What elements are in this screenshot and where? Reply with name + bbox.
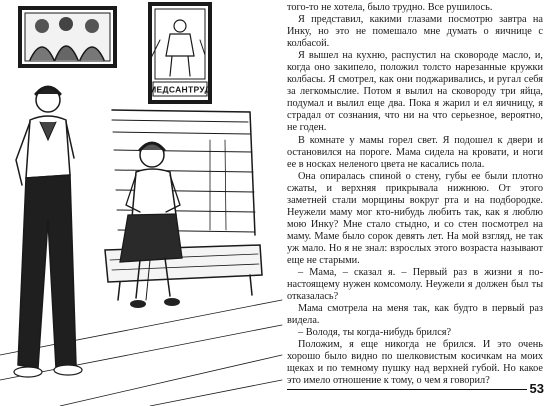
footer-rule bbox=[287, 389, 527, 390]
page-number: 53 bbox=[529, 381, 544, 396]
paragraph: Мама смотрела на меня так, как будто в первый раз видела. bbox=[287, 303, 543, 327]
text-column bbox=[287, 2, 543, 387]
paragraph: Положим, я еще никогда не брился. И это очень хорошо было видно по шелковистым косичкам на моих щеках и по темному пушку над верхней губой. Но какое это имело отношение к тому, о чем я говорил? bbox=[287, 339, 543, 387]
paragraph: Я представил, какими глазами посмотрю завтра на Инку, но это не помешало мне думать о яичнице с колбасой. bbox=[287, 14, 543, 50]
paragraph: того-то не хотела, было трудно. Все рушилось. bbox=[287, 2, 493, 13]
paragraph: Я вышел на кухню, распустил на сковороде масло, и, когда оно закипело, положил толсто нарезанные кружки колбасы. Я смотрел, как они поджаривались, и ругал себя за легкомыслие. Потом я вылил на сковороду три яйца, подумал и вылил еще два. Пока я жарил и ел яичницу, я страдал от сознания, что ни на что серьезное, вероятно, не годен. bbox=[287, 50, 543, 134]
paragraph: – Володя, ты когда-нибудь брился? bbox=[298, 327, 452, 339]
paragraph: – Мама, – сказал я. – Первый раз в жизни я по-настоящему нужен комсомолу. Неужели я должен был ты отказалась? bbox=[287, 267, 543, 303]
poster-label: МЕДСАНТРУД bbox=[149, 84, 211, 95]
paragraph: В комнате у мамы горел свет. Я подошел к двери и остановился на пороге. Мама сидела на кровати, и ноги ее в носках неленого цвета не касались пола. bbox=[287, 134, 543, 170]
paragraph: Она опиралась спиной о стену, губы ее были плотно сжаты, и верхняя прикрывала нижнюю. От этого заметней стали морщины вокруг рта и на подбородке. Неужели маму мог кто-нибудь любить так, как я люблю мою Инку? Мне стало стыдно, и со стен посмотрел на маму. Маме было сорок девять лет. На мой взгляд, не так уж мало. Но я не знал: взрослых этого возраста называют еще не старыми. bbox=[287, 170, 543, 266]
